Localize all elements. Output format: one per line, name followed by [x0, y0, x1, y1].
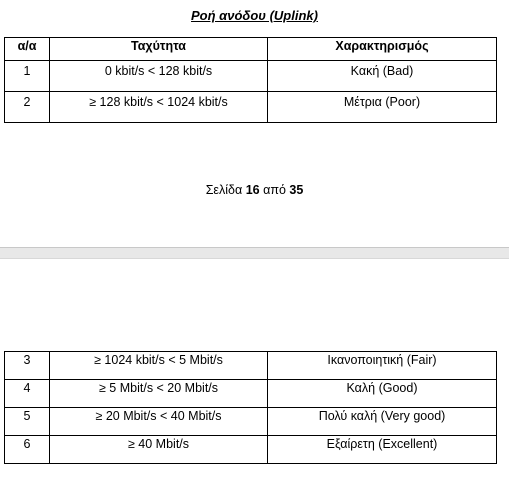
cell-speed: ≥ 5 Mbit/s < 20 Mbit/s	[50, 380, 268, 408]
table-row	[5, 61, 497, 92]
cell-speed: ≥ 1024 kbit/s < 5 Mbit/s	[50, 352, 268, 380]
table-title: Ροή ανόδου (Uplink)	[191, 8, 318, 23]
table-row	[5, 352, 497, 380]
cell-rating: Κακή (Bad)	[268, 61, 497, 92]
cell-index: 1	[5, 61, 50, 92]
cell-index: 2	[5, 92, 50, 123]
header-index: α/α	[5, 38, 50, 61]
page-separator	[0, 247, 509, 259]
table-header-row	[5, 38, 497, 61]
cell-index: 5	[5, 408, 50, 436]
cell-rating: Καλή (Good)	[268, 380, 497, 408]
cell-index: 6	[5, 436, 50, 464]
cell-index: 3	[5, 352, 50, 380]
table-row	[5, 408, 497, 436]
footer-middle: από	[263, 183, 286, 197]
table-row	[5, 92, 497, 123]
cell-rating: Πολύ καλή (Very good)	[268, 408, 497, 436]
footer-prefix: Σελίδα	[205, 183, 243, 197]
footer-page-number: 16	[245, 183, 260, 197]
cell-speed: ≥ 128 kbit/s < 1024 kbit/s	[50, 92, 268, 123]
cell-index: 4	[5, 380, 50, 408]
cell-speed: ≥ 20 Mbit/s < 40 Mbit/s	[50, 408, 268, 436]
cell-rating: Ικανοποιητική (Fair)	[268, 352, 497, 380]
cell-speed: ≥ 40 Mbit/s	[50, 436, 268, 464]
table-row	[5, 436, 497, 464]
header-speed: Ταχύτητα	[50, 38, 268, 61]
cell-speed: 0 kbit/s < 128 kbit/s	[50, 61, 268, 92]
page-footer	[0, 183, 509, 197]
uplink-table-part2	[4, 351, 497, 464]
header-rating: Χαρακτηρισμός	[268, 38, 497, 61]
footer-total-pages: 35	[289, 183, 304, 197]
uplink-table-part1	[4, 37, 497, 123]
table-row	[5, 380, 497, 408]
cell-rating: Μέτρια (Poor)	[268, 92, 497, 123]
cell-rating: Εξαίρετη (Excellent)	[268, 436, 497, 464]
